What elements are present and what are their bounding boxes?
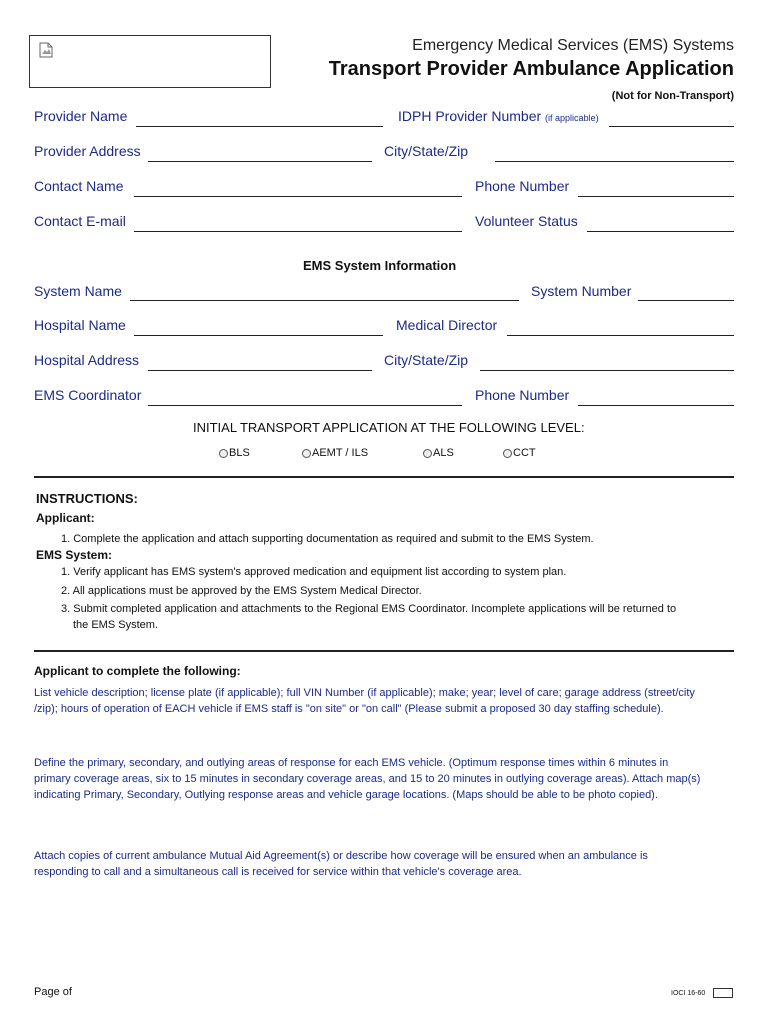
radio-icon: [423, 449, 432, 458]
radio-icon: [219, 449, 228, 458]
ems-phone-label: Phone Number: [475, 387, 570, 403]
provider-city-label: City/State/Zip: [384, 143, 469, 159]
contact-name-field[interactable]: [134, 196, 462, 197]
applicant-heading: Applicant:: [36, 511, 95, 525]
idph-number-field[interactable]: [609, 126, 734, 127]
mutual-aid-text-2: responding to call and a simultaneous call is received for service within that vehicle's coverage area.: [34, 866, 522, 878]
instructions-title: INSTRUCTIONS:: [36, 491, 138, 506]
hospital-city-label: City/State/Zip: [384, 352, 469, 368]
response-areas-text-3: indicating Primary, Secondary, Outlying response areas and vehicle garage locations. (Maps should be able to be photo copied).: [34, 789, 658, 801]
hospital-name-field[interactable]: [134, 335, 383, 336]
page-title: Transport Provider Ambulance Application: [328, 58, 734, 80]
section-divider: [34, 476, 734, 478]
level-title: INITIAL TRANSPORT APPLICATION AT THE FOLLOWING LEVEL:: [193, 420, 585, 435]
hospital-address-label: Hospital Address: [34, 352, 140, 368]
ems-phone-field[interactable]: [578, 405, 734, 406]
header-note: (Not for Non-Transport): [611, 90, 734, 102]
ems-system-heading: EMS System:: [36, 548, 113, 562]
level-option-cct[interactable]: CCT: [503, 447, 536, 459]
medical-director-field[interactable]: [507, 335, 734, 336]
ems-coordinator-field[interactable]: [148, 405, 462, 406]
provider-address-field[interactable]: [148, 161, 372, 162]
radio-icon: [302, 449, 311, 458]
provider-name-label: Provider Name: [34, 108, 128, 124]
hospital-name-label: Hospital Name: [34, 317, 126, 333]
volunteer-status-field[interactable]: [587, 231, 734, 232]
provider-address-label: Provider Address: [34, 143, 141, 159]
applicant-item-1: 1. Complete the application and attach supporting documentation as required and submit to the EMS System.: [61, 533, 594, 545]
ems-section-title: EMS System Information: [303, 258, 457, 273]
level-option-bls[interactable]: BLS: [219, 447, 250, 459]
ems-item-3-cont: the EMS System.: [73, 619, 158, 631]
mutual-aid-text: Attach copies of current ambulance Mutual Aid Agreement(s) or describe how coverage will be ensured when an ambulance is: [34, 850, 648, 862]
provider-phone-label: Phone Number: [475, 178, 570, 194]
vehicle-description-text: List vehicle description; license plate (if applicable); full VIN Number (if applicable); make; year; level of care; garage address (street/city: [34, 687, 695, 699]
provider-city-field[interactable]: [495, 161, 734, 162]
level-option-aemt-ils[interactable]: AEMT / ILS: [302, 447, 368, 459]
ems-item-2: 2. All applications must be approved by the EMS System Medical Director.: [61, 585, 422, 597]
hospital-address-field[interactable]: [148, 370, 372, 371]
provider-name-field[interactable]: [136, 126, 383, 127]
applicant-complete-heading: Applicant to complete the following:: [34, 664, 241, 678]
response-areas-text-2: primary coverage areas, six to 15 minutes in secondary coverage areas, and 15 to 20 minutes in outlying coverage areas). Attach map(s): [34, 773, 701, 785]
form-number: IOCI 16-60: [671, 990, 706, 997]
radio-icon: [503, 449, 512, 458]
ems-item-3: 3. Submit completed application and attachments to the Regional EMS Coordinator. Incomplete applications will be returned to: [61, 603, 677, 615]
contact-email-field[interactable]: [134, 231, 462, 232]
page-label: Page of: [34, 986, 72, 998]
idph-hint: (if applicable): [545, 113, 599, 123]
contact-email-label: Contact E-mail: [34, 213, 126, 229]
image-placeholder-icon: [39, 42, 53, 58]
section-divider: [34, 650, 734, 652]
system-name-label: System Name: [34, 283, 122, 299]
hospital-city-field[interactable]: [480, 370, 734, 371]
provider-phone-field[interactable]: [578, 196, 734, 197]
volunteer-status-label: Volunteer Status: [475, 213, 578, 229]
contact-name-label: Contact Name: [34, 178, 124, 194]
ems-item-1: 1. Verify applicant has EMS system's approved medication and equipment list according to system plan.: [61, 566, 567, 578]
header-subtitle: Emergency Medical Services (EMS) Systems: [412, 37, 734, 54]
system-number-label: System Number: [531, 283, 632, 299]
system-name-field[interactable]: [130, 300, 519, 301]
response-areas-text: Define the primary, secondary, and outlying areas of response for each EMS vehicle. (Optimum response times within 6 minutes in: [34, 757, 669, 769]
ems-coordinator-label: EMS Coordinator: [34, 387, 142, 403]
logo-placeholder: [29, 35, 271, 88]
level-option-als[interactable]: ALS: [423, 447, 454, 459]
system-number-field[interactable]: [638, 300, 734, 301]
idph-number-label: IDPH Provider Number (if applicable): [398, 108, 599, 124]
medical-director-label: Medical Director: [396, 317, 498, 333]
vehicle-description-text-2: /zip); hours of operation of EACH vehicle if EMS staff is "on site" or "on call" (Please submit a proposed 30 day staffing schedule).: [34, 703, 664, 715]
page-number-box[interactable]: [713, 988, 733, 998]
